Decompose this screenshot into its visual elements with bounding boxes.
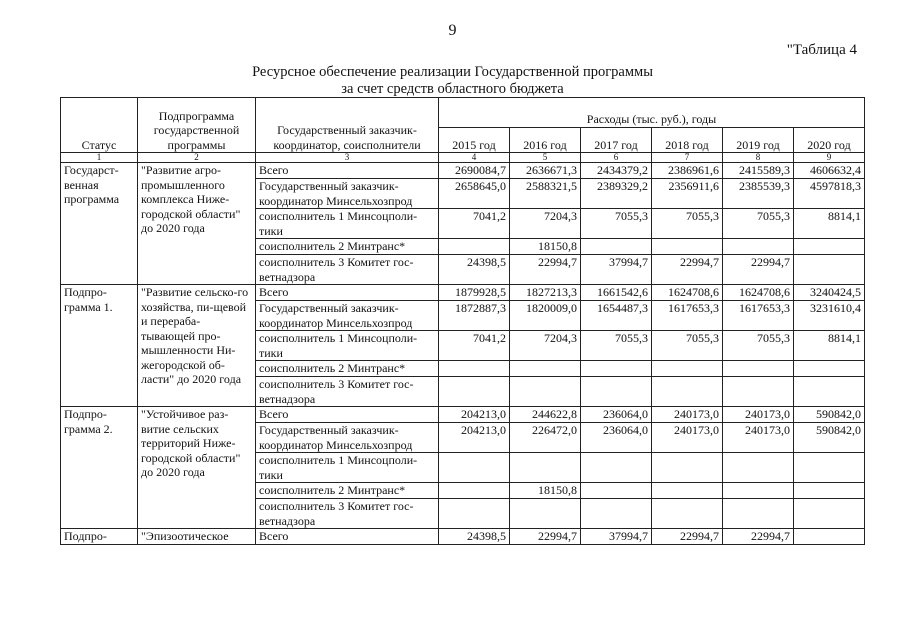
value-cell [794,361,865,377]
value-cell: 1654487,3 [581,301,652,331]
customer-cell: Государственный заказчик-координатор Минсельхозпрод [256,423,439,453]
value-cell [439,499,510,529]
value-cell: 1872887,3 [439,301,510,331]
customer-cell: соисполнитель 3 Комитет гос-ветнадзора [256,255,439,285]
value-cell: 2658645,0 [439,179,510,209]
title-line-1: Ресурсное обеспечение реализации Государственной программы [252,64,653,80]
value-cell: 236064,0 [581,407,652,423]
header-status: Статус [61,98,138,153]
value-cell: 2415589,3 [723,163,794,179]
value-cell: 2588321,5 [510,179,581,209]
value-cell [439,377,510,407]
column-index: 1 [61,153,138,163]
table-row [61,529,865,545]
value-cell: 7055,3 [723,331,794,361]
status-cell: Подпро-грамма 2. [61,407,138,529]
column-index: 5 [510,153,581,163]
value-cell: 240173,0 [652,423,723,453]
value-cell [510,453,581,483]
column-index: 8 [723,153,794,163]
value-cell [794,483,865,499]
customer-cell: Всего [256,285,439,301]
value-cell: 7055,3 [652,331,723,361]
value-cell: 8814,1 [794,209,865,239]
value-cell [652,377,723,407]
value-cell: 2386961,6 [652,163,723,179]
header-customer: Государственный заказчик-координатор, соисполнители [256,98,439,153]
table-row [61,163,865,179]
table-label: "Таблица 4 [786,42,857,58]
value-cell [723,239,794,255]
value-cell [723,499,794,529]
value-cell [581,483,652,499]
value-cell: 590842,0 [794,423,865,453]
value-cell: 22994,7 [652,529,723,545]
customer-cell: Всего [256,163,439,179]
column-index: 9 [794,153,865,163]
value-cell: 4606632,4 [794,163,865,179]
value-cell: 1661542,6 [581,285,652,301]
page-number: 9 [448,22,457,39]
value-cell: 226472,0 [510,423,581,453]
value-cell [652,483,723,499]
column-index: 7 [652,153,723,163]
value-cell: 2356911,6 [652,179,723,209]
value-cell: 2636671,3 [510,163,581,179]
customer-cell: соисполнитель 2 Минтранс* [256,483,439,499]
status-cell: Подпро-грамма 1. [61,285,138,407]
value-cell [581,453,652,483]
value-cell [794,499,865,529]
value-cell [794,255,865,285]
status-cell: Подпро- [61,529,138,545]
value-cell: 7041,2 [439,331,510,361]
value-cell: 3240424,5 [794,285,865,301]
value-cell [439,239,510,255]
value-cell [510,361,581,377]
resource-table [60,97,865,545]
value-cell [439,361,510,377]
value-cell: 22994,7 [510,529,581,545]
column-index: 3 [256,153,439,163]
value-cell: 7041,2 [439,209,510,239]
customer-cell: соисполнитель 2 Минтранс* [256,361,439,377]
value-cell: 204213,0 [439,407,510,423]
customer-cell: Всего [256,407,439,423]
value-cell: 240173,0 [652,407,723,423]
customer-cell: соисполнитель 1 Минсоцполи-тики [256,453,439,483]
value-cell: 22994,7 [510,255,581,285]
value-cell: 7204,3 [510,209,581,239]
table-row [61,285,865,301]
customer-cell: соисполнитель 1 Минсоцполи-тики [256,209,439,239]
value-cell [723,483,794,499]
value-cell: 1820009,0 [510,301,581,331]
value-cell [723,361,794,377]
column-index: 4 [439,153,510,163]
value-cell [652,499,723,529]
header-year: 2017 год [581,127,652,152]
subprogram-cell: "Эпизоотическое [138,529,256,545]
header-expenses: Расходы (тыс. руб.), годы [439,98,865,128]
header-row-index [61,153,865,163]
value-cell: 1617653,3 [652,301,723,331]
value-cell [794,377,865,407]
value-cell [723,453,794,483]
value-cell: 1617653,3 [723,301,794,331]
value-cell: 3231610,4 [794,301,865,331]
customer-cell: Государственный заказчик-координатор Минсельхозпрод [256,301,439,331]
value-cell [794,239,865,255]
header-row-1 [61,98,865,128]
value-cell [794,453,865,483]
value-cell: 37994,7 [581,529,652,545]
customer-cell: соисполнитель 1 Минсоцполи-тики [256,331,439,361]
value-cell: 1879928,5 [439,285,510,301]
table-row [61,407,865,423]
customer-cell: соисполнитель 2 Минтранс* [256,239,439,255]
value-cell: 240173,0 [723,407,794,423]
value-cell: 8814,1 [794,331,865,361]
status-cell: Государст-венная программа [61,163,138,285]
value-cell: 204213,0 [439,423,510,453]
header-year: 2018 год [652,127,723,152]
value-cell: 37994,7 [581,255,652,285]
column-index: 6 [581,153,652,163]
value-cell: 22994,7 [652,255,723,285]
value-cell: 1827213,3 [510,285,581,301]
value-cell [652,453,723,483]
value-cell: 7204,3 [510,331,581,361]
value-cell [581,361,652,377]
value-cell: 244622,8 [510,407,581,423]
value-cell: 1624708,6 [723,285,794,301]
header-year: 2020 год [794,127,865,152]
value-cell: 4597818,3 [794,179,865,209]
value-cell [581,499,652,529]
value-cell: 24398,5 [439,529,510,545]
value-cell: 236064,0 [581,423,652,453]
value-cell [652,239,723,255]
value-cell: 24398,5 [439,255,510,285]
customer-cell: соисполнитель 3 Комитет гос-ветнадзора [256,377,439,407]
value-cell: 22994,7 [723,529,794,545]
header-year: 2019 год [723,127,794,152]
value-cell: 18150,8 [510,239,581,255]
value-cell: 2385539,3 [723,179,794,209]
value-cell: 2434379,2 [581,163,652,179]
customer-cell: Государственный заказчик-координатор Минсельхозпрод [256,179,439,209]
subprogram-cell: "Устойчивое раз-витие сельских территорий Ниже-городской области" до 2020 года [138,407,256,529]
title-line-2: за счет средств областного бюджета [341,81,564,97]
header-year: 2016 год [510,127,581,152]
value-cell [794,529,865,545]
value-cell: 240173,0 [723,423,794,453]
value-cell [439,483,510,499]
customer-cell: соисполнитель 3 Комитет гос-ветнадзора [256,499,439,529]
value-cell [581,239,652,255]
column-index: 2 [138,153,256,163]
value-cell: 590842,0 [794,407,865,423]
header-year: 2015 год [439,127,510,152]
value-cell [439,453,510,483]
value-cell: 7055,3 [723,209,794,239]
subprogram-cell: "Развитие агро-промышленного комплекса Ниже-городской области" до 2020 года [138,163,256,285]
header-subprogram: Подпрограмма государственной программы [138,98,256,153]
value-cell: 22994,7 [723,255,794,285]
value-cell [652,361,723,377]
value-cell [581,377,652,407]
value-cell: 7055,3 [652,209,723,239]
value-cell: 7055,3 [581,331,652,361]
value-cell: 18150,8 [510,483,581,499]
value-cell [510,377,581,407]
customer-cell: Всего [256,529,439,545]
value-cell [723,377,794,407]
value-cell [510,499,581,529]
subprogram-cell: "Развитие сельско-го хозяйства, пи-щевой и перераба-тывающей про-мышленности Ни-жегородской об-ласти" до 2020 года [138,285,256,407]
value-cell: 2389329,2 [581,179,652,209]
table-title [0,64,905,98]
value-cell: 2690084,7 [439,163,510,179]
value-cell: 1624708,6 [652,285,723,301]
value-cell: 7055,3 [581,209,652,239]
